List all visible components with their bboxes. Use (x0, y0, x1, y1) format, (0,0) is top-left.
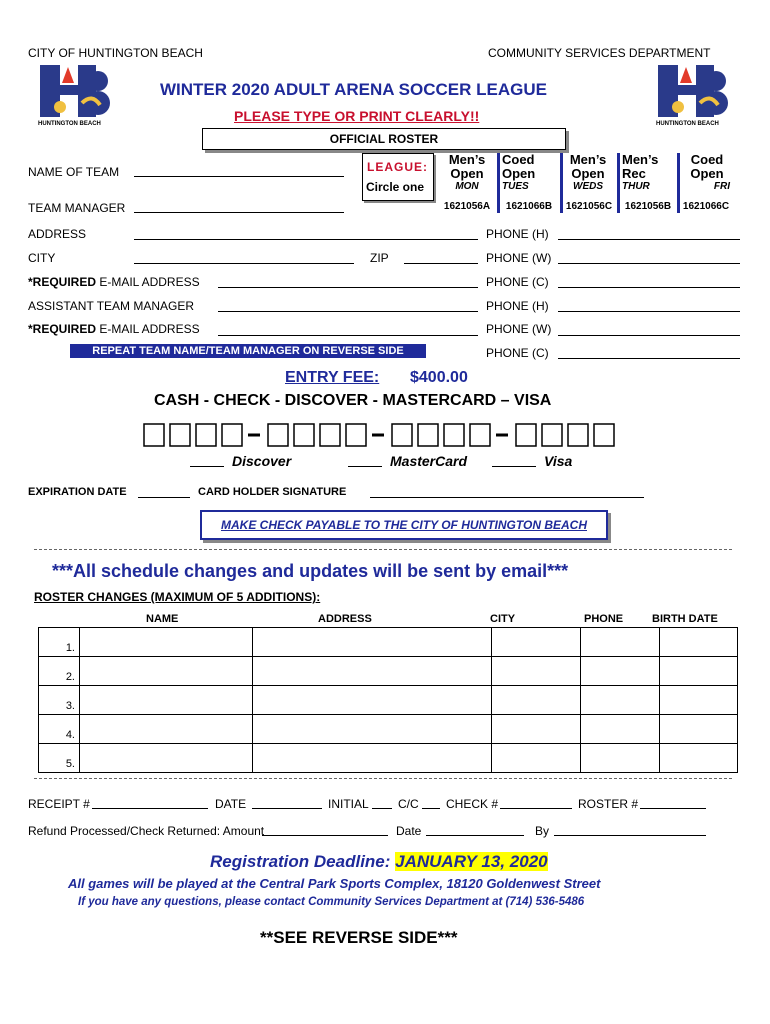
phone-h-field[interactable] (558, 239, 740, 240)
cc-field[interactable] (422, 808, 440, 809)
print-clearly-note: PLEASE TYPE OR PRINT CLEARLY!! (234, 108, 480, 124)
phone-h-label: PHONE (H) (486, 227, 549, 241)
initial-field[interactable] (372, 808, 392, 809)
name-cell[interactable] (80, 744, 253, 773)
row-number: 3. (39, 686, 80, 715)
team-manager-label: TEAM MANAGER (28, 201, 126, 215)
cc-label: C/C (398, 797, 419, 811)
birth-date-cell[interactable] (660, 657, 738, 686)
zip-label: ZIP (370, 251, 389, 265)
league-label: LEAGUE: (367, 160, 428, 174)
discover-checkbox[interactable] (190, 466, 224, 467)
address-cell[interactable] (253, 686, 492, 715)
logo-caption: HUNTINGTON BEACH (656, 121, 719, 127)
assistant-phone-h-label: PHONE (H) (486, 299, 549, 313)
city-cell[interactable] (492, 715, 581, 744)
row-number: 2. (39, 657, 80, 686)
section-divider (34, 778, 732, 779)
circle-one-label: Circle one (366, 180, 425, 194)
mastercard-label: MasterCard (390, 453, 468, 469)
see-reverse-side: **SEE REVERSE SIDE*** (260, 928, 458, 947)
table-row (39, 657, 738, 686)
city-name: CITY OF HUNTINGTON BEACH (28, 46, 203, 60)
birth-date-cell[interactable] (660, 628, 738, 657)
manager-email-field[interactable] (218, 287, 478, 288)
manager-email-label: *REQUIRED E-MAIL ADDRESS (28, 275, 200, 289)
col-header-city: CITY (490, 613, 516, 625)
payable-notice-box (200, 510, 608, 540)
registration-deadline: Registration Deadline: JANUARY 13, 2020 (210, 852, 548, 871)
zip-field[interactable] (404, 263, 478, 264)
col-header-birth-date: BIRTH DATE (652, 613, 718, 625)
league-label-box (362, 153, 434, 201)
table-row (39, 744, 738, 773)
roster-changes-title: ROSTER CHANGES (MAXIMUM OF 5 ADDITIONS): (34, 590, 321, 604)
address-label: ADDRESS (28, 227, 87, 241)
league-option-weds[interactable]: Men’s Open WEDS (569, 152, 607, 192)
assistant-manager-label: ASSISTANT TEAM MANAGER (28, 299, 195, 313)
assistant-email-label: *REQUIRED E-MAIL ADDRESS (28, 322, 200, 336)
roster-number-field[interactable] (640, 808, 706, 809)
roster-number-label: ROSTER # (578, 797, 639, 811)
league-option-fri[interactable]: Coed Open FRI (690, 152, 730, 192)
assistant-manager-field[interactable] (218, 311, 478, 312)
email-notice: ***All schedule changes and updates will be sent by email*** (52, 561, 569, 581)
birth-date-cell[interactable] (660, 744, 738, 773)
visa-label: Visa (544, 453, 573, 469)
payment-methods: CASH - CHECK - DISCOVER - MASTERCARD – VISA (154, 392, 552, 409)
league-option-tues[interactable]: Coed Open TUES (502, 152, 536, 192)
name-cell[interactable] (80, 686, 253, 715)
check-field[interactable] (500, 808, 572, 809)
initial-label: INITIAL (328, 797, 369, 811)
deadline-date: JANUARY 13, 2020 (395, 852, 548, 871)
refund-date-label: Date (396, 824, 422, 838)
contact-info: If you have any questions, please contact Community Services Department at (714) 536-5486 (78, 896, 585, 908)
form-title: WINTER 2020 ADULT ARENA SOCCER LEAGUE (160, 80, 547, 99)
name-cell[interactable] (80, 628, 253, 657)
table-row (39, 715, 738, 744)
row-number: 1. (39, 628, 80, 657)
phone-cell[interactable] (581, 715, 660, 744)
assistant-phone-c-label: PHONE (C) (486, 346, 549, 360)
birth-date-cell[interactable] (660, 715, 738, 744)
official-roster-label: OFFICIAL ROSTER (329, 132, 439, 146)
table-row (39, 686, 738, 715)
league-code: 1621056C (565, 201, 613, 212)
league-code: 1621056B (624, 201, 672, 212)
signature-label: CARD HOLDER SIGNATURE (198, 486, 347, 498)
date-field[interactable] (252, 808, 322, 809)
city-field[interactable] (134, 263, 354, 264)
assistant-phone-h-field[interactable] (558, 311, 740, 312)
league-code: 1621066C (682, 201, 730, 212)
mastercard-checkbox[interactable] (348, 466, 382, 467)
phone-c-label: PHONE (C) (486, 275, 549, 289)
team-name-field[interactable] (134, 176, 344, 177)
phone-cell[interactable] (581, 744, 660, 773)
receipt-label: RECEIPT # (28, 797, 90, 811)
phone-cell[interactable] (581, 628, 660, 657)
section-divider (34, 549, 732, 550)
refund-label: Refund Processed/Check Returned: Amount (28, 824, 265, 838)
address-cell[interactable] (253, 628, 492, 657)
name-cell[interactable] (80, 657, 253, 686)
payable-notice: MAKE CHECK PAYABLE TO THE CITY OF HUNTINGTON BEACH (220, 518, 587, 532)
city-label: CITY (28, 251, 56, 265)
roster-changes-table (38, 627, 738, 773)
card-number-field[interactable] (142, 420, 632, 455)
refund-date-field[interactable] (426, 835, 524, 836)
birth-date-cell[interactable] (660, 686, 738, 715)
phone-cell[interactable] (581, 686, 660, 715)
address-field[interactable] (134, 239, 478, 240)
official-roster-banner (202, 128, 566, 150)
refund-by-label: By (535, 824, 550, 838)
logo-caption: HUNTINGTON BEACH (38, 121, 101, 127)
city-cell[interactable] (492, 686, 581, 715)
department-name: COMMUNITY SERVICES DEPARTMENT (488, 46, 711, 60)
discover-label: Discover (232, 453, 292, 469)
expiration-date-field[interactable] (138, 497, 190, 498)
phone-cell[interactable] (581, 657, 660, 686)
address-cell[interactable] (253, 657, 492, 686)
league-option-thur[interactable]: Men’s Rec THUR (622, 152, 659, 192)
assistant-phone-w-field[interactable] (558, 335, 740, 336)
assistant-phone-w-label: PHONE (W) (486, 322, 552, 336)
refund-by-field[interactable] (554, 835, 706, 836)
entry-fee-label: ENTRY FEE: (285, 369, 380, 386)
city-cell[interactable] (492, 657, 581, 686)
game-location: All games will be played at the Central Park Sports Complex, 18120 Goldenwest Street (68, 876, 601, 891)
visa-checkbox[interactable] (492, 466, 536, 467)
assistant-email-field[interactable] (218, 335, 478, 336)
phone-w-field[interactable] (558, 263, 740, 264)
league-option-mon[interactable]: Men’s Open MON (448, 152, 486, 192)
city-cell[interactable] (492, 744, 581, 773)
repeat-notice-banner: REPEAT TEAM NAME/TEAM MANAGER ON REVERSE SIDE (70, 344, 426, 358)
refund-amount-field[interactable] (262, 835, 388, 836)
col-header-phone: PHONE (584, 613, 624, 625)
team-name-label: NAME OF TEAM (28, 165, 120, 179)
league-code: 1621056A (443, 201, 491, 212)
col-header-name: NAME (146, 613, 179, 625)
league-code: 1621066B (505, 201, 553, 212)
expiration-date-label: EXPIRATION DATE (28, 486, 127, 498)
row-number: 5. (39, 744, 80, 773)
team-manager-field[interactable] (134, 212, 344, 213)
name-cell[interactable] (80, 715, 253, 744)
address-cell[interactable] (253, 715, 492, 744)
receipt-field[interactable] (92, 808, 208, 809)
entry-fee-amount: $400.00 (410, 369, 468, 386)
date-label: DATE (215, 797, 247, 811)
city-cell[interactable] (492, 628, 581, 657)
check-label: CHECK # (446, 797, 499, 811)
signature-field[interactable] (370, 497, 644, 498)
row-number: 4. (39, 715, 80, 744)
hb-logo-left (38, 63, 110, 131)
table-row (39, 628, 738, 657)
assistant-phone-c-field[interactable] (558, 358, 740, 359)
address-cell[interactable] (253, 744, 492, 773)
col-header-address: ADDRESS (318, 613, 372, 625)
phone-c-field[interactable] (558, 287, 740, 288)
phone-w-label: PHONE (W) (486, 251, 552, 265)
hb-logo-right (656, 63, 728, 131)
